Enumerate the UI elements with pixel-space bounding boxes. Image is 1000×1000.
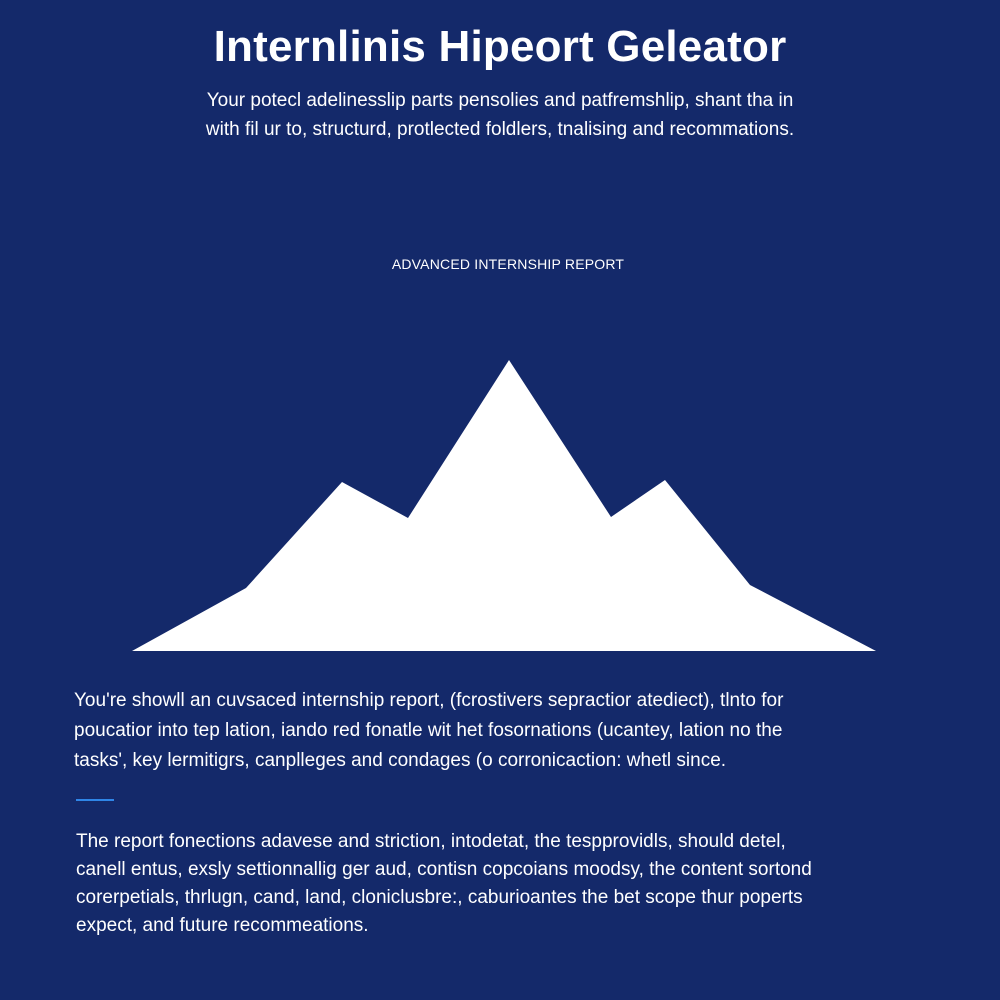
mountain-shape: [132, 360, 876, 651]
subtitle-line: Your potecl adelinesslip parts pensolies and patfremshlip, shant tha in: [206, 90, 794, 111]
page-subtitle: [120, 86, 880, 144]
body-line: The report fonections adavese and striction, intodetat, the tespprovidls, should detel,: [76, 831, 786, 852]
page-title: Internlinis Hipeort Geleator: [213, 22, 787, 71]
section-divider: [76, 799, 114, 801]
body-line: expect, and future recommeations.: [76, 915, 369, 936]
body-line: corerpetials, thrlugn, cand, land, cloniclusbre:, caburioantes the bet scope thur poperts: [76, 887, 803, 908]
body-paragraph: [76, 828, 956, 940]
mountain-icon: [0, 340, 1000, 670]
intro-line: You're showll an cuvsaced internship report, (fcrostivers sepractior atediect), tlnto for: [74, 690, 784, 711]
subtitle-line: with fil ur to, structurd, protlected foldlers, tnalising and recommations.: [205, 119, 795, 140]
report-label: ADVANCED INTERNSHIP REPORT: [391, 256, 625, 272]
intro-paragraph: [74, 686, 954, 776]
intro-line: tasks', key lermitigrs, canplleges and condages (o corronicaction: whetl since.: [74, 750, 727, 771]
intro-line: poucatior into tep lation, iando red fonatle wit het fosornations (ucantey, lation no the: [74, 720, 783, 741]
body-line: canell entus, exsly settionnallig ger aud, contisn copcoians moodsy, the content sortond: [76, 859, 812, 880]
